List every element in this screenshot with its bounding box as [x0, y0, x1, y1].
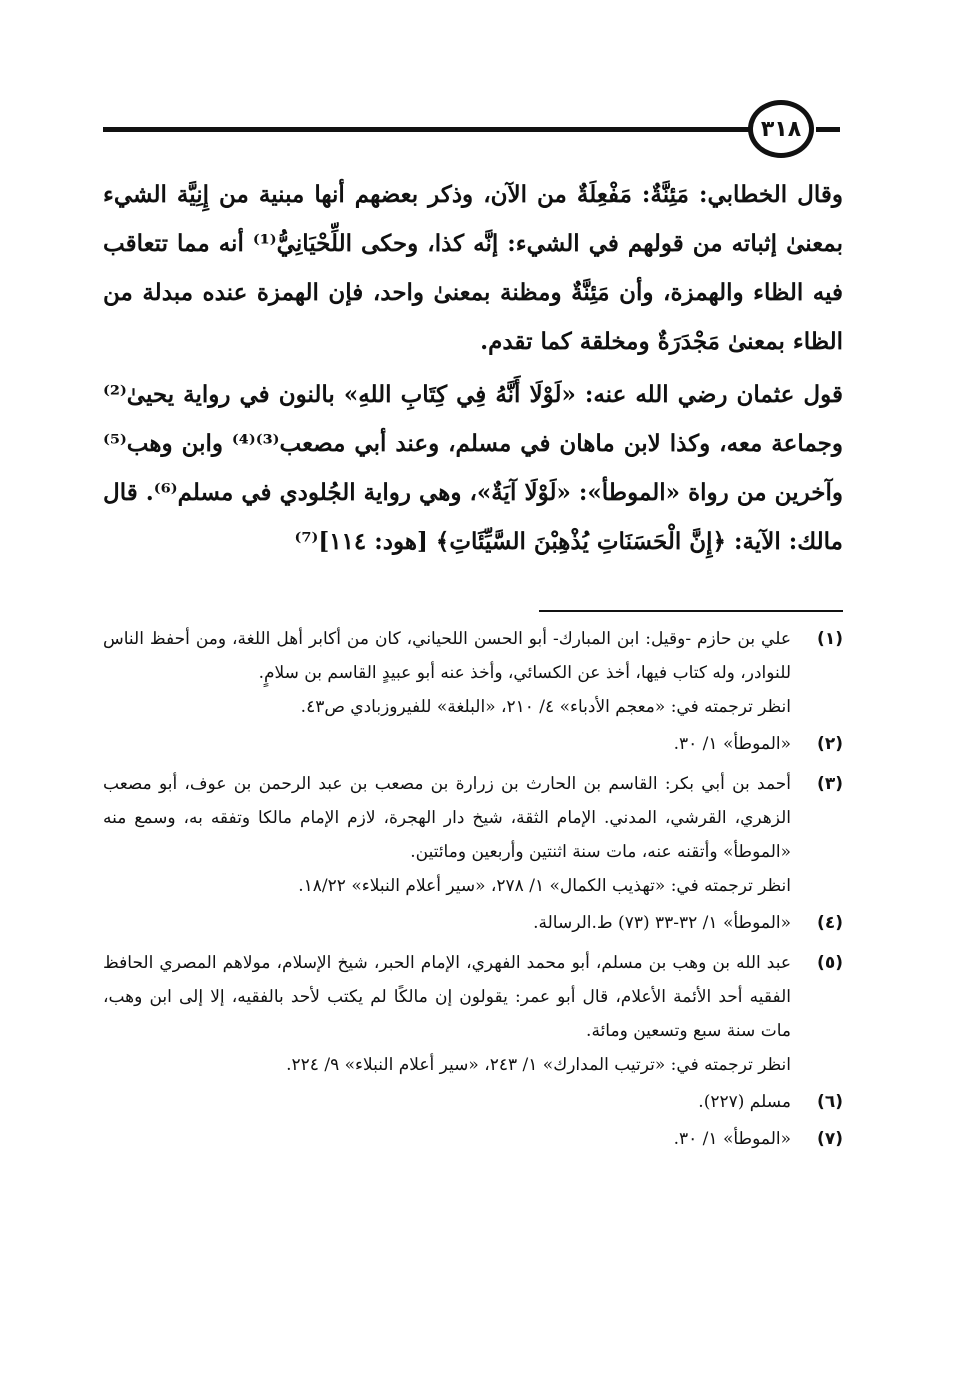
footnote-number: (٤)	[817, 913, 843, 933]
footnote-reference: انظر ترجمته في: «معجم الأدباء» ٤/ ٢١٠، «البلغة» للفيروزبادي ص٤٣.	[300, 697, 791, 717]
header-rule-left	[103, 127, 751, 132]
page-number: ٣١٨	[748, 100, 814, 158]
footnote-4	[103, 906, 843, 940]
footnote-number: (٣)	[817, 774, 843, 794]
footnote-reference: انظر ترجمته في: «ترتيب المدارك» ١/ ٢٤٣، «سير أعلام النبلاء» ٩/ ٢٢٤.	[286, 1055, 791, 1075]
footnote-number: (١)	[817, 629, 843, 649]
footnote-text: أحمد بن أبي بكر: القاسم بن الحارث بن زرارة بن مصعب بن عبد الرحمن بن عوف، أبو مصعب الزهري، القرشي، المدني. الإمام الثقة، شيخ دار الهجرة، لازم الإمام مالكا وتفقه به، وسمع منه «الموطأ» وأتقنه عنه، مات سنة اثنتين وأربعين ومائتين.	[103, 774, 791, 862]
footnote-6	[103, 1085, 843, 1119]
footnote-5	[103, 946, 843, 1082]
footnote-text: عبد الله بن وهب بن مسلم، أبو محمد الفهري، الإمام الحبر، شيخ الإسلام، مولاهم المصري الحافظ الفقيه أحد الأئمة الأعلام، قال أبو عمر: يقولون إن مالكًا لم يكتب لأحد بالفقيه، إلا إلى ابن وهب، مات سنة سبع وتسعين ومائة.	[103, 953, 791, 1041]
footnote-1	[103, 622, 843, 724]
footnote-text: «الموطأ» ١/ ٣٠.	[673, 1129, 791, 1149]
footnote-2	[103, 727, 843, 761]
footnote-text: «الموطأ» ١/ ٣٠.	[673, 734, 791, 754]
footnote-7	[103, 1122, 843, 1156]
footnote-reference: انظر ترجمته في: «تهذيب الكمال» ١/ ٢٧٨، «سير أعلام النبلاء» ١٨/٢٢.	[298, 876, 791, 896]
footnote-text: علي بن حازم -وقيل: ابن المبارك- أبو الحسن اللحياني، كان من أكابر أهل اللغة، ومن أحفظ الناس للنوادر، وله كتاب فيها، أخذ عن الكسائي، وأخذ عنه أبو عبيدٍ القاسم بن سلامٍ.	[103, 629, 791, 683]
footnote-divider	[539, 610, 843, 612]
footnotes	[103, 622, 843, 1159]
footnote-number: (٧)	[817, 1129, 843, 1149]
footnote-number: (٢)	[817, 734, 843, 754]
header-rule-right	[816, 127, 840, 132]
footnote-number: (٦)	[817, 1092, 843, 1112]
footnote-3	[103, 767, 843, 903]
footnote-number: (٥)	[817, 953, 843, 973]
paragraph-uthman: قول عثمان رضي الله عنه: «لَوْلَا أَنَّهُ فِي كِتَابِ اللهِ» بالنون في رواية يحيىٰ⁽²⁾ وجماعة معه، وكذا لابن ماهان في مسلم، وعند أبي مصعب⁽³⁾⁽⁴⁾ وابن وهب⁽⁵⁾ وآخرين من رواة «الموطأ»: «لَوْلَا آيَةٌ»، وهي رواية الجُلودي في مسلم⁽⁶⁾. قال مالك: الآية: ﴿إِنَّ الْحَسَنَاتِ يُذْهِبْنَ السَّيِّئَاتِ﴾ [هود: ١١٤]⁽⁷⁾	[103, 381, 843, 555]
footnote-text: «الموطأ» ١/ ٣٢-٣٣ (٧٣) ط.الرسالة.	[533, 913, 791, 933]
main-text	[103, 170, 843, 566]
footnote-text: مسلم (٢٢٧).	[698, 1092, 791, 1112]
paragraph-khattabi: وقال الخطابي: مَئِنَّةٌ: مَفْعِلَةٌ من الآن، وذكر بعضهم أنها مبنية من إِنِيَّة الشيء بمعنىٰ إثباته من قولهم في الشيء: إنَّه كذا، وحكى اللِّحْيَانِيُّ⁽¹⁾ أنه مما تتعاقب فيه الظاء والهمزة، وأن مَئِنَّةٌ ومظنة بمعنىٰ واحد، فإن الهمزة عنده مبدلة من الظاء بمعنىٰ مَجْدَرَةٌ ومخلقة كما تقدم.	[103, 181, 843, 355]
